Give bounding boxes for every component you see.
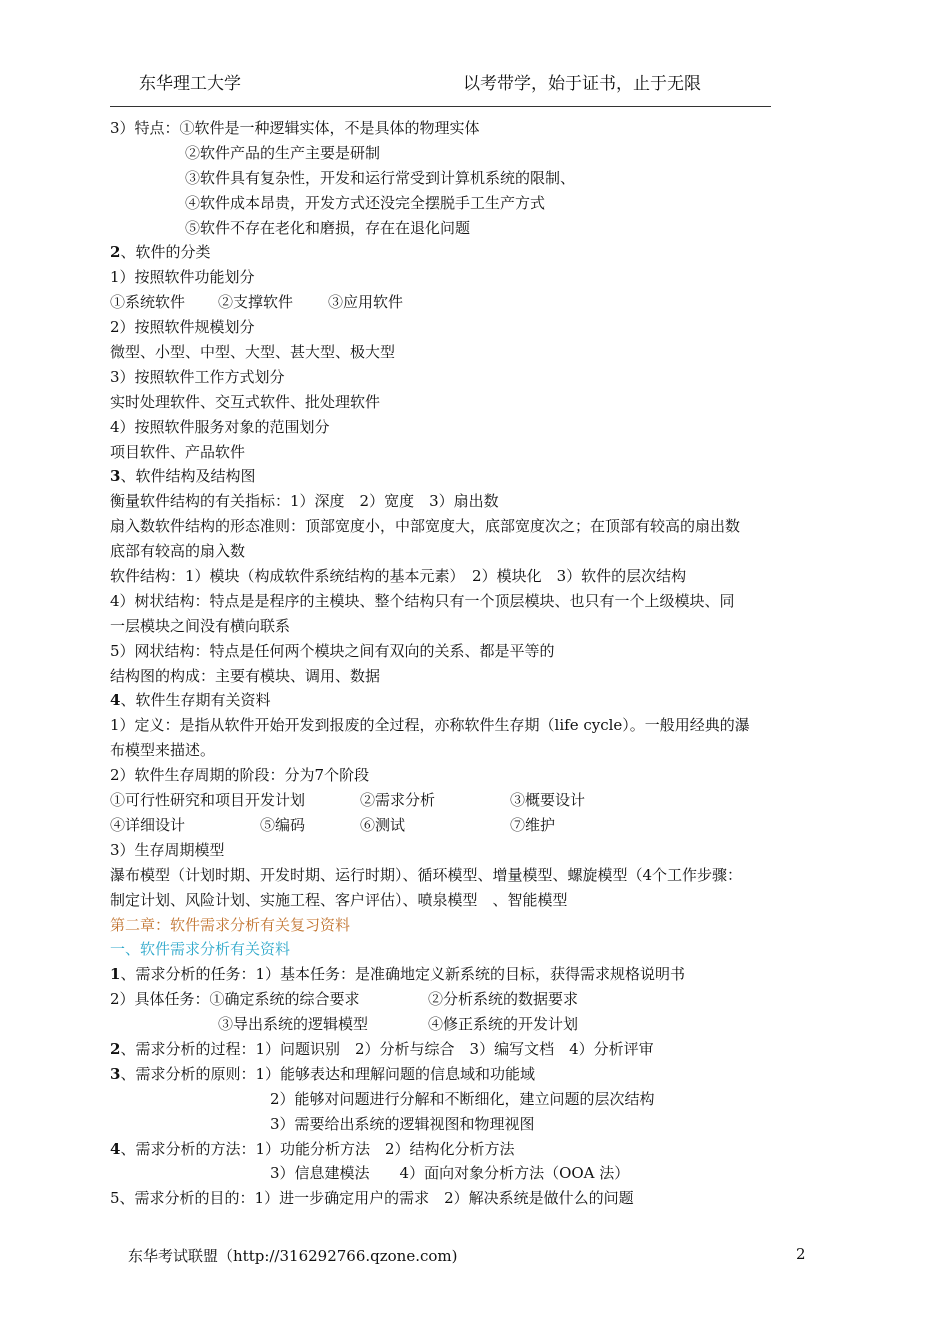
header-right: 以考带学，始于证书，止于无限 <box>463 74 701 94</box>
text-line: 3）生存周期模型 <box>110 840 225 859</box>
section-heading <box>110 1137 810 1162</box>
text-line: 结构图的构成：主要有模块、调用、数据 <box>110 666 381 685</box>
text-cell: ③导出系统的逻辑模型 <box>218 1015 369 1034</box>
text-line: 5、需求分析的目的：1）进一步确定用户的需求 2）解决系统是做什么的问题 <box>110 1189 634 1208</box>
document-body <box>110 116 810 1211</box>
text-cell: ③应用软件 <box>328 293 404 312</box>
section-heading <box>110 240 810 265</box>
section-heading <box>110 962 810 987</box>
section-number: 4 <box>110 1139 121 1158</box>
text-line: 2）按照软件规模划分 <box>110 318 255 337</box>
text-line: 底部有较高的扇入数 <box>110 542 246 561</box>
section-title: 、需求分析的原则：1）能够表达和理解问题的信息域和功能域 <box>120 1064 535 1083</box>
section-title: 、需求分析的过程：1）问题识别 2）分析与综合 3）编写文档 4）分析评审 <box>120 1039 654 1058</box>
section-number: 3 <box>110 467 121 486</box>
text-cell: ②支撑软件 <box>218 293 294 312</box>
text-cell: ①系统软件 <box>110 293 186 312</box>
text-line: 衡量软件结构的有关指标：1）深度 2）宽度 3）扇出数 <box>110 492 499 511</box>
section-number: 2 <box>110 243 121 262</box>
text-line: 瀑布模型（计划时期、开发时期、运行时期）、循环模型、增量模型、螺旋模型（4个工作步骤： <box>110 865 743 884</box>
text-cell: 2）具体任务：①确定系统的综合要求 <box>110 990 360 1009</box>
text-line: 实时处理软件、交互式软件、批处理软件 <box>110 392 381 411</box>
text-line: 项目软件、产品软件 <box>110 442 246 461</box>
text-line: 3）信息建模法 4）面向对象分析方法（OOA 法） <box>270 1164 630 1183</box>
text-line <box>110 788 810 813</box>
section-heading <box>110 464 810 489</box>
text-cell: ④详细设计 <box>110 815 186 834</box>
text-cell: ②需求分析 <box>360 791 436 810</box>
header-rule <box>110 106 771 107</box>
section-number: 4 <box>110 691 121 710</box>
text-line <box>110 813 810 838</box>
text-cell: ⑦维护 <box>510 815 556 834</box>
text-line: 3）需要给出系统的逻辑视图和物理视图 <box>270 1114 535 1133</box>
text-cell: ③概要设计 <box>510 791 586 810</box>
text-line: 3）特点：①软件是一种逻辑实体，不是具体的物理实体 <box>110 119 480 137</box>
section-heading <box>110 1062 810 1087</box>
chapter-heading: 第二章：软件需求分析有关复习资料 <box>110 915 351 934</box>
section-number: 3 <box>110 1064 121 1083</box>
text-line: ②软件产品的生产主要是研制 <box>185 143 381 162</box>
text-line: 制定计划、风险计划、实施工程、客户评估）、喷泉模型 、智能模型 <box>110 890 568 909</box>
text-line: 1）按照软件功能划分 <box>110 268 255 287</box>
text-cell: ④修正系统的开发计划 <box>428 1015 579 1034</box>
text-line: 扇入数软件结构的形态准则：顶部宽度小，中部宽度大，底部宽度次之；在顶部有较高的扇出数 <box>110 517 741 536</box>
section-title: 、需求分析的任务：1）基本任务：是准确地定义新系统的目标，获得需求规格说明书 <box>120 965 685 984</box>
text-line: 4）按照软件服务对象的范围划分 <box>110 417 330 436</box>
text-line: 一层模块之间没有横向联系 <box>110 616 291 635</box>
text-cell: ②分析系统的数据要求 <box>428 990 579 1009</box>
text-line: 布模型来描述。 <box>110 741 216 760</box>
text-line: ③软件具有复杂性，开发和运行常受到计算机系统的限制、 <box>185 168 576 187</box>
footer-text: 东华考试联盟（http://316292766.qzone.com) <box>128 1247 458 1265</box>
header-left: 东华理工大学 <box>139 74 241 94</box>
text-line: 2）软件生存周期的阶段：分为7个阶段 <box>110 766 370 785</box>
text-line <box>110 987 810 1012</box>
section-title: 、软件生存期有关资料 <box>120 691 271 710</box>
section-number: 2 <box>110 1039 121 1058</box>
text-line: ④软件成本昂贵，开发方式还没完全摆脱手工生产方式 <box>185 193 546 212</box>
text-line: 2）能够对问题进行分解和不断细化，建立问题的层次结构 <box>270 1089 655 1108</box>
text-line: ⑤软件不存在老化和磨损，存在在退化问题 <box>185 218 471 237</box>
section-title: 、软件结构及结构图 <box>120 467 256 486</box>
text-cell: ⑥测试 <box>360 815 406 834</box>
section-heading <box>110 688 810 713</box>
text-line: 5）网状结构：特点是任何两个模块之间有双向的关系、都是平等的 <box>110 641 555 660</box>
text-line: 1）定义：是指从软件开始开发到报废的全过程，亦称软件生存期（life cycle）。一般用经典的瀑 <box>110 716 750 735</box>
text-line: 微型、小型、中型、大型、甚大型、极大型 <box>110 343 396 362</box>
page-number: 2 <box>796 1245 806 1263</box>
section-number: 1 <box>110 965 121 984</box>
text-cell: ①可行性研究和项目开发计划 <box>110 791 306 810</box>
text-line <box>110 1012 810 1037</box>
section-title: 、软件的分类 <box>120 243 211 262</box>
section-heading <box>110 1037 810 1062</box>
text-line: 3）按照软件工作方式划分 <box>110 367 285 386</box>
text-line: 4）树状结构：特点是是程序的主模块、整个结构只有一个顶层模块、也只有一个上级模块、同 <box>110 591 735 610</box>
section-title: 、需求分析的方法：1）功能分析方法 2）结构化分析方法 <box>120 1139 515 1158</box>
text-line <box>110 290 810 315</box>
section-heading-colored: 一、软件需求分析有关资料 <box>110 940 291 959</box>
text-cell: ⑤编码 <box>260 815 306 834</box>
text-line: 软件结构：1）模块（构成软件系统结构的基本元素） 2）模块化 3）软件的层次结构 <box>110 567 687 586</box>
